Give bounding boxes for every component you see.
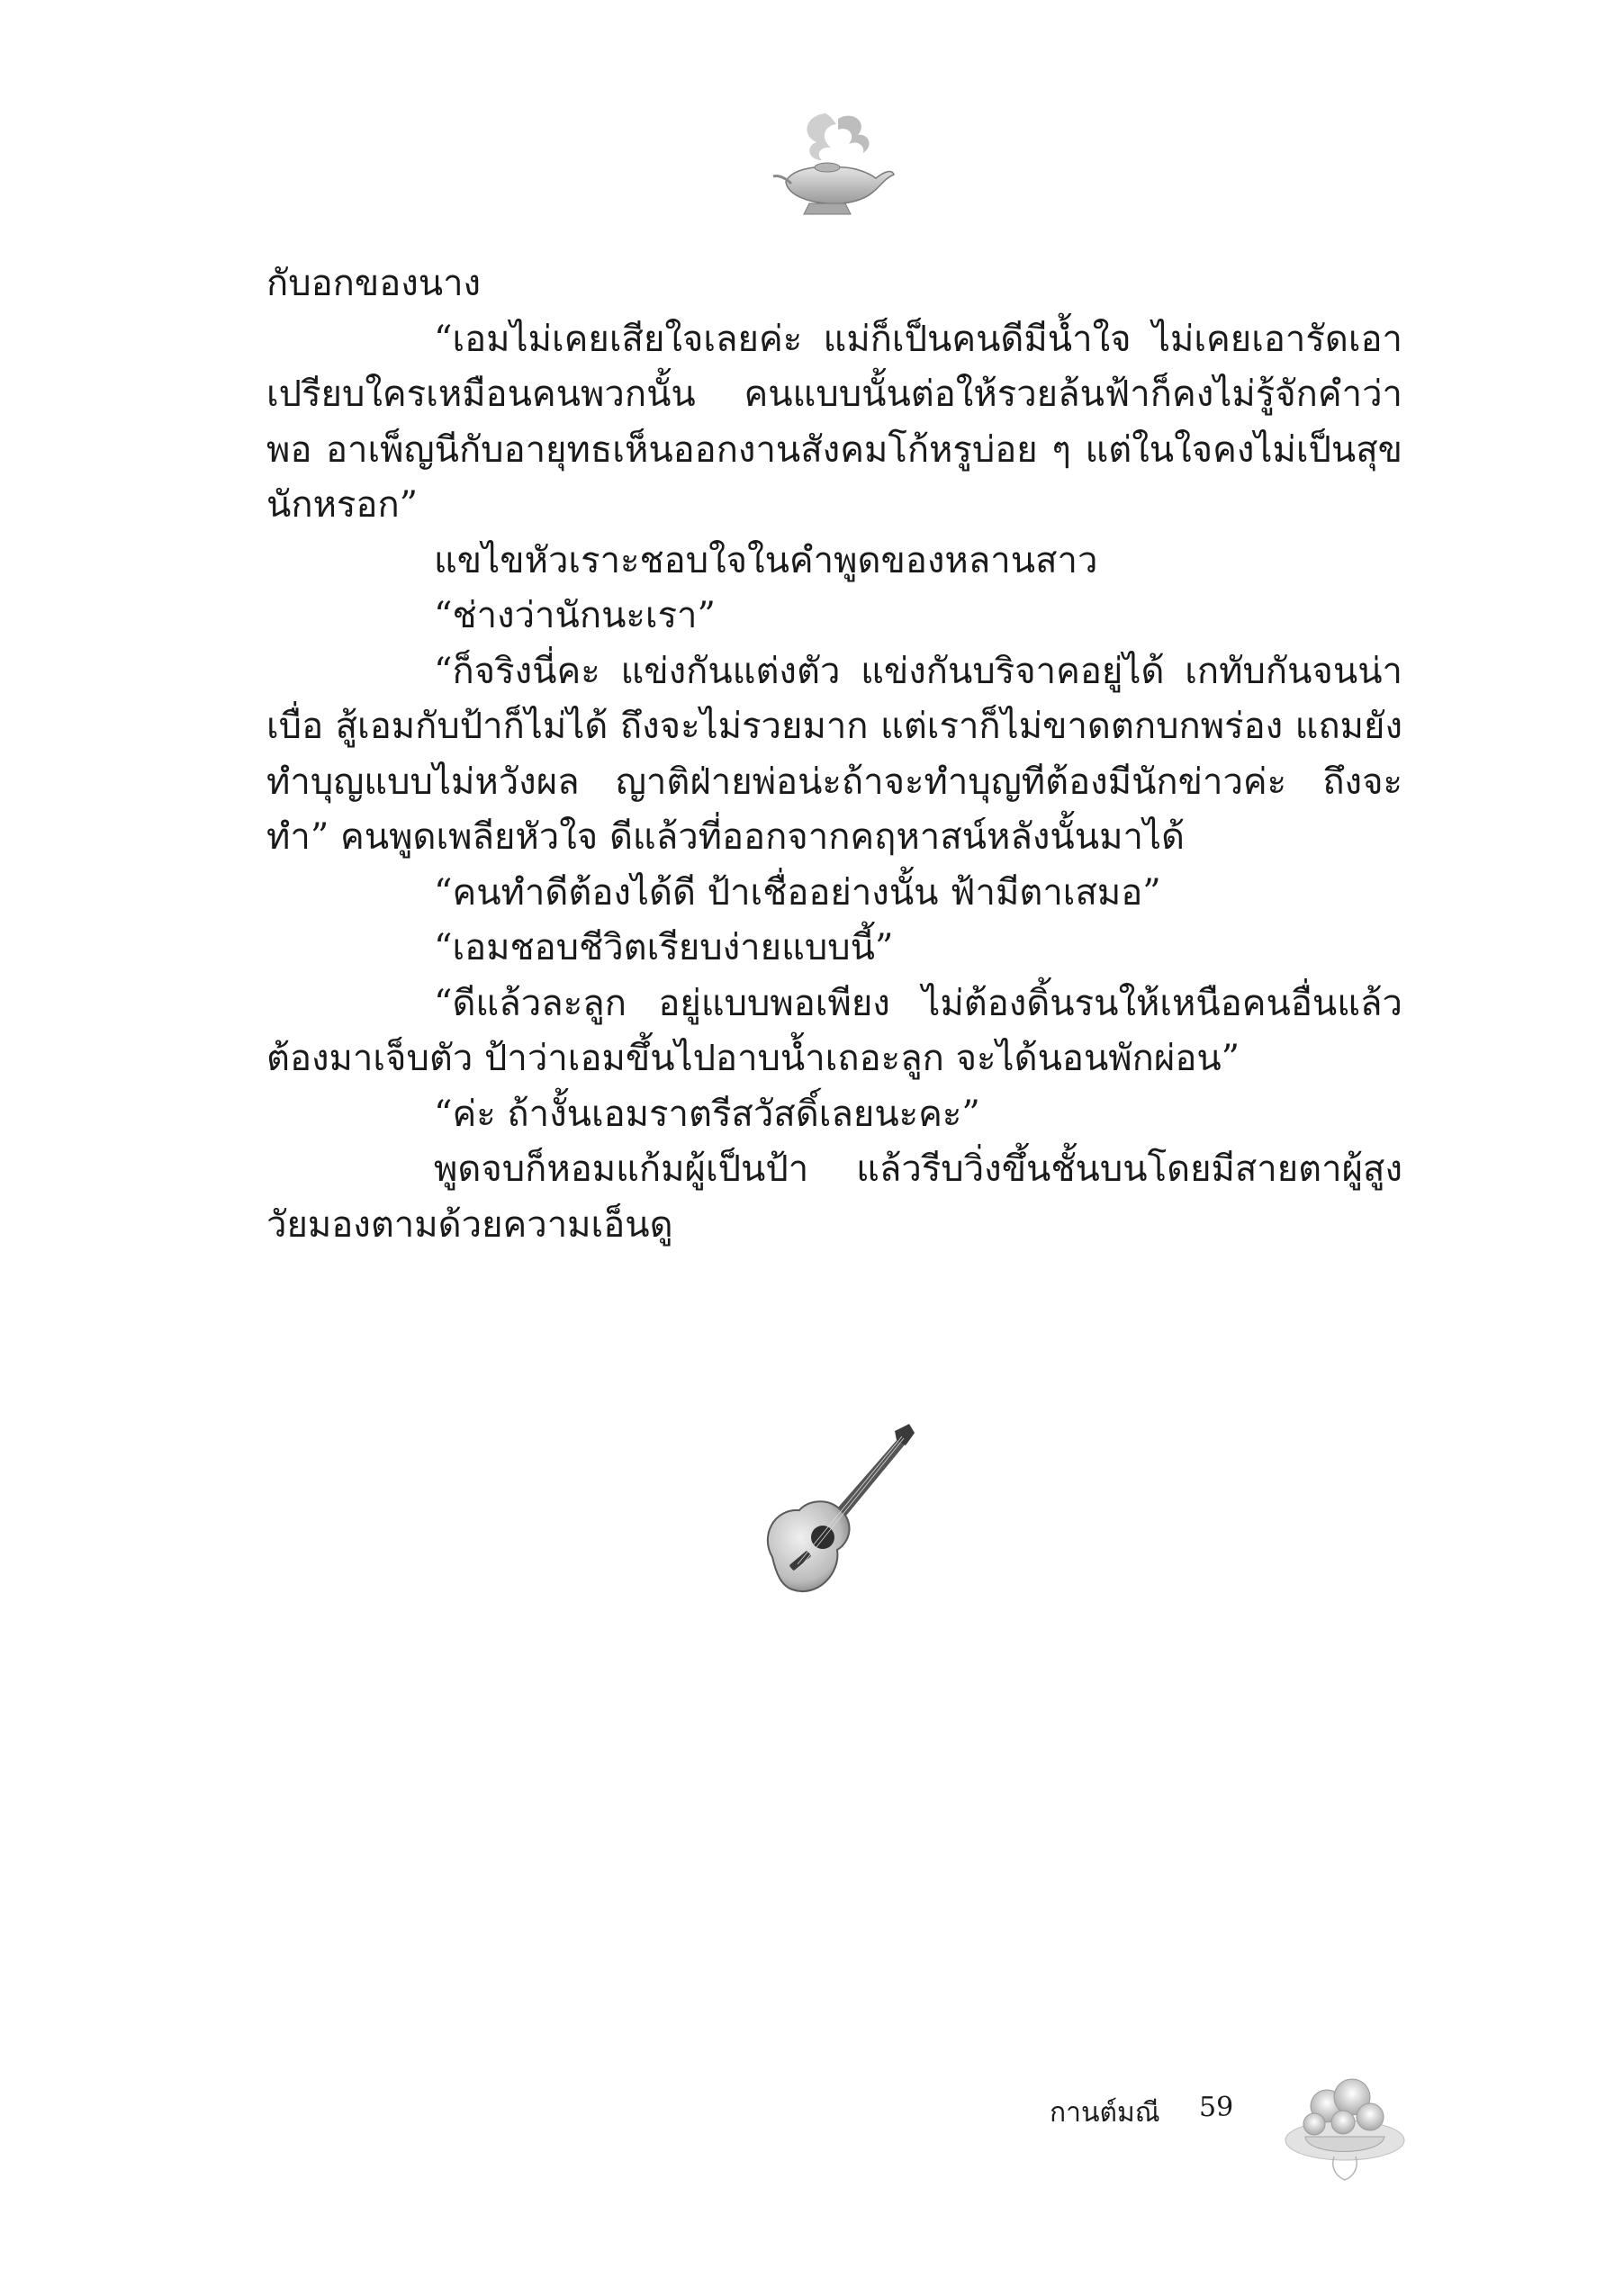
guitar-icon — [754, 1422, 916, 1602]
paragraph: “เอมชอบชีวิตเรียบง่ายแบบนี้” — [434, 927, 894, 968]
paragraph: แขไขหัวเราะชอบใจในคำพูดของหลานสาว — [434, 539, 1098, 581]
magic-lamp-icon — [770, 106, 896, 223]
story-text — [266, 257, 1402, 1253]
paragraph: “เอมไม่เคยเสียใจเลยค่ะ แม่ก็เป็นคนดีมีน้ำใจ ไม่เคยเอารัดเอาเปรียบใครเหมือนคนพวกนั้น คนแบบนั้นต่อให้รวยล้นฟ้าก็คงไม่รู้จักคำว่าพอ อาเพ็ญนีกับอายุทธเห็นออกงานสังคมโก้หรูบ่อย ๆ แต่ในใจคงไม่เป็นสุขนักหรอก” — [266, 318, 1402, 526]
paragraph: “ค่ะ ถ้างั้นเอมราตรีสวัสดิ์เลยนะคะ” — [434, 1093, 980, 1135]
page-footer — [1044, 2086, 1422, 2140]
paragraph: “ก็จริงนี่คะ แข่งกันแต่งตัว แข่งกันบริจาคอยู่ได้ เกทับกันจนน่าเบื่อ สู้เอมกับป้าก็ไม่ได้ ถึงจะไม่รวยมาก แต่เราก็ไม่ขาดตกบกพร่อง แถมยังทำบุญแบบไม่หวังผล ญาติฝ่ายพ่อน่ะถ้าจะทำบุญทีต้องมีนักข่าวค่ะ ถึงจะทำ” คนพูดเพลียหัวใจ ดีแล้วที่ออกจากคฤหาสน์หลังนั้นมาได้ — [266, 650, 1402, 858]
book-title: กานต์มณี — [1050, 2097, 1160, 2129]
paragraph: “ดีแล้วละลูก อยู่แบบพอเพียง ไม่ต้องดิ้นรนให้เหนือคนอื่นแล้วต้องมาเจ็บตัว ป้าว่าเอมขึ้นไปอาบน้ำเถอะลูก จะได้นอนพักผ่อน” — [266, 982, 1402, 1079]
paragraph: “ช่างว่านักนะเรา” — [434, 595, 716, 636]
paragraph: “คนทำดีต้องได้ดี ป้าเชื่ออย่างนั้น ฟ้ามีตาเสมอ” — [434, 871, 1161, 914]
paragraph: กับอกของนาง — [266, 263, 482, 304]
page-number: 59 — [1199, 2092, 1234, 2123]
paragraph: พูดจบก็หอมแก้มผู้เป็นป้า แล้วรีบวิ่งขึ้นชั้นบนโดยมีสายตาผู้สูงวัยมองตามด้วยความเอ็นดู — [266, 1148, 1402, 1246]
floral-teacup-icon — [1280, 2070, 1411, 2183]
